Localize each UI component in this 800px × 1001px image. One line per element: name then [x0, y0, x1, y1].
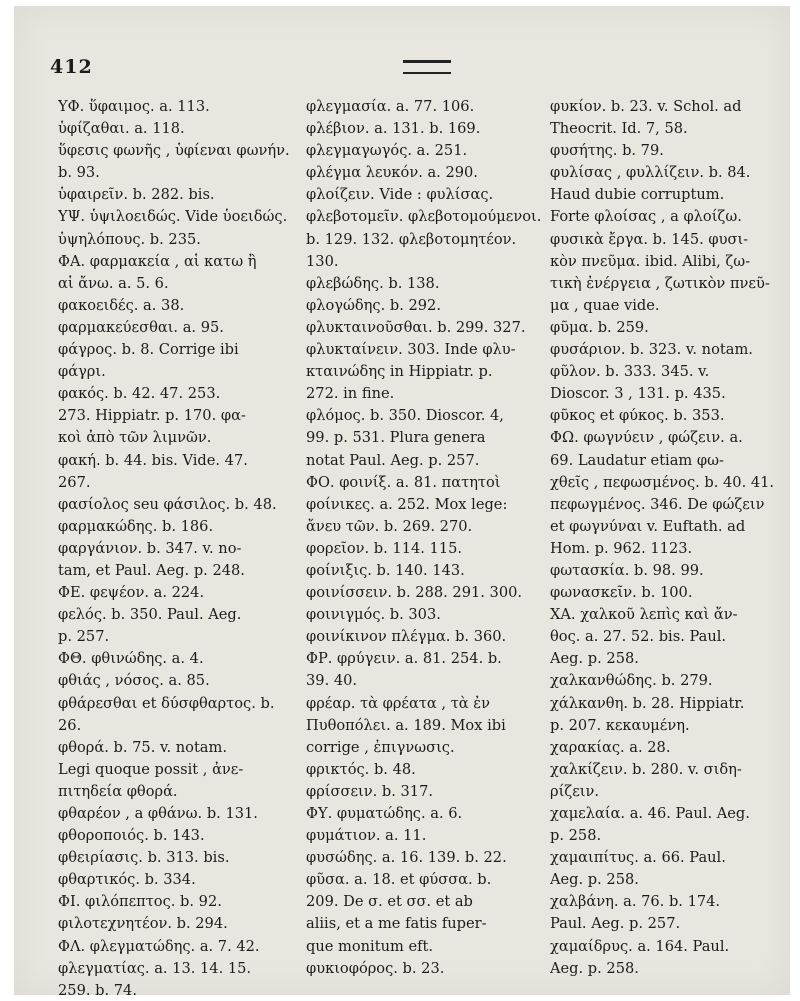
index-entry-line: πεφωγμένος. 346. De φώζειν	[550, 495, 765, 513]
index-entry-line: ΦΘ. φθινώδης. a. 4.	[58, 650, 204, 668]
index-entry-line: ΦΕ. φεψέον. a. 224.	[58, 584, 205, 602]
index-entry-line: φυκιοφόρος. b. 23.	[306, 959, 445, 977]
index-entry-line: ὑφίζαθαι. a. 118.	[58, 120, 185, 138]
index-entry-line: φυσάριον. b. 323. v. notam.	[550, 341, 753, 359]
index-entry-line: φθειρίασις. b. 313. bis.	[58, 849, 230, 867]
index-entry-line: ΦΟ. φοινίξ. a. 81. πατητοὶ	[306, 473, 501, 491]
index-column-1	[58, 96, 306, 995]
index-entry-line: φοίνικες. a. 252. Mox lege:	[306, 495, 508, 513]
index-entry-line: Paul. Aeg. p. 257.	[550, 915, 681, 933]
index-entry-line: ΧΑ. χαλκοῦ λεπὶς καὶ ἄν-	[550, 606, 738, 624]
index-entry-line: τικὴ ἐνέργεια , ζωτικὸν πνεῦ-	[550, 274, 770, 292]
index-entry-line: κοὶ ἀπὸ τῶν λιμνῶν.	[58, 429, 212, 447]
index-entry-line: Aeg. p. 258.	[550, 650, 639, 668]
index-entry-line: φῦκος et φύκος. b. 353.	[550, 407, 725, 425]
index-entry-line: ΦΛ. φλεγματώδης. a. 7. 42.	[58, 937, 260, 955]
index-entry-line: φυσώδης. a. 16. 139. b. 22.	[306, 849, 507, 867]
index-entry-line: φαργάνιον. b. 347. v. no-	[58, 539, 242, 557]
page-number: 412	[50, 56, 93, 78]
index-entry-line: φοινίκινον πλέγμα. b. 360.	[306, 628, 507, 646]
index-entry-line: ΥΦ. ὕφαιμος. a. 113.	[58, 98, 210, 115]
index-entry-line: φυκίον. b. 23. v. Schol. ad	[550, 98, 742, 115]
index-entry-line: ἄνευ τῶν. b. 269. 270.	[306, 517, 473, 535]
index-entry-line: φλυκταίνειν. 303. Inde φλυ-	[306, 341, 516, 359]
index-entry-line: φακή. b. 44. bis. Vide. 47.	[58, 451, 248, 469]
index-entry-line: φλέβιον. a. 131. b. 169.	[306, 120, 481, 138]
index-entry-line: 209. De σ. et σσ. et ab	[306, 893, 473, 911]
index-entry-line: θος. a. 27. 52. bis. Paul.	[550, 628, 727, 646]
header-ornament-rule	[403, 60, 451, 74]
index-entry-line: φθιάς , νόσος. a. 85.	[58, 672, 210, 690]
index-entry-line: φρικτός. b. 48.	[306, 760, 416, 778]
index-entry-line: πιτηδεία φθορά.	[58, 782, 178, 800]
index-entry-line: φλοίζειν. Vide : φυλίσας.	[306, 186, 494, 204]
index-entry-line: φωτασκία. b. 98. 99.	[550, 561, 704, 579]
index-entry-line: κὸν πνεῦμα. ibid. Alibi, ζω-	[550, 252, 751, 270]
index-entry-line: φθαρέον , a φθάνω. b. 131.	[58, 805, 258, 822]
index-entry-line: χαμαιπίτυς. a. 66. Paul.	[550, 849, 726, 867]
index-entry-line: corrige , ἐπιγνωσις.	[306, 738, 455, 756]
index-entry-line: 26.	[58, 716, 82, 734]
index-entry-line: φυμάτιον. a. 11.	[306, 827, 427, 845]
index-entry-line: φοινίσσειν. b. 288. 291. 300.	[306, 584, 523, 602]
index-entry-line: ΦΙ. φιλόπεπτος. b. 92.	[58, 893, 222, 911]
index-entry-line: ΦΥ. φυματώδης. a. 6.	[306, 805, 463, 822]
index-entry-line: μα , quae vide.	[550, 296, 660, 314]
index-entry-line: αἱ ἄνω. a. 5. 6.	[58, 274, 169, 292]
index-entry-line: χάλκανθη. b. 28. Hippiatr.	[550, 694, 745, 712]
index-entry-line: χαλκανθώδης. b. 279.	[550, 672, 713, 690]
index-entry-line: 69. Laudatur etiam φω-	[550, 451, 724, 469]
index-entry-line: φοινιγμός. b. 303.	[306, 606, 441, 624]
index-entry-line: φλεγματίας. a. 13. 14. 15.	[58, 959, 252, 977]
index-entry-line: φασίολος seu φάσιλος. b. 48.	[58, 495, 277, 513]
index-entry-line: φάγρος. b. 8. Corrige ibi	[58, 341, 239, 359]
index-entry-line: φθορά. b. 75. v. notam.	[58, 738, 227, 756]
index-entry-line: Aeg. p. 258.	[550, 959, 639, 977]
index-entry-line: φάγρι.	[58, 363, 106, 381]
index-entry-line: φαρμακώδης. b. 186.	[58, 517, 214, 535]
index-entry-line: p. 207. κεκαυμένη.	[550, 716, 690, 734]
index-column-3	[550, 96, 782, 980]
index-entry-line: χαμελαία. a. 46. Paul. Aeg.	[550, 805, 750, 822]
index-entry-line: Hom. p. 962. 1123.	[550, 539, 693, 557]
index-entry-line: 267.	[58, 473, 91, 491]
index-entry-line: φλυκταινοῦσθαι. b. 299. 327.	[306, 318, 526, 336]
index-entry-line: ὑφαιρεῖν. b. 282. bis.	[58, 186, 215, 204]
index-entry-line: φλόμος. b. 350. Dioscor. 4,	[306, 407, 504, 425]
index-entry-line: φυλίσας , φυλλίζειν. b. 84.	[550, 164, 751, 182]
index-entry-line: χαρακίας. a. 28.	[550, 738, 671, 756]
index-entry-line: que monitum eft.	[306, 937, 433, 955]
index-entry-line: φλεγμαγωγός. a. 251.	[306, 142, 468, 160]
index-entry-line: Aeg. p. 258.	[550, 871, 639, 889]
index-entry-line: p. 258.	[550, 827, 602, 845]
index-entry-line: ὑψηλόπους. b. 235.	[58, 230, 201, 248]
index-entry-line: p. 257.	[58, 628, 110, 646]
index-entry-line: ΦΑ. φαρμακεία , αἱ κατω ἢ	[58, 252, 257, 270]
book-page	[14, 6, 790, 995]
index-entry-line: 272. in fine.	[306, 385, 395, 403]
index-entry-line: ΦΡ. φρύγειν. a. 81. 254. b.	[306, 650, 502, 668]
index-entry-line: φλεβοτομεῖν. φλεβοτομούμενοι.	[306, 208, 542, 226]
index-entry-line: φυσήτης. b. 79.	[550, 142, 664, 160]
index-entry-line: Legi quoque possit , ἀνε-	[58, 760, 244, 778]
index-entry-line: Haud dubie corruptum.	[550, 186, 725, 204]
index-entry-line: 273. Hippiatr. p. 170. φα-	[58, 407, 246, 425]
index-entry-line: φλεβώδης. b. 138.	[306, 274, 440, 292]
index-entry-line: 130.	[306, 252, 339, 270]
index-entry-line: 39. 40.	[306, 672, 358, 690]
index-entry-line: b. 129. 132. φλεβοτομητέον.	[306, 230, 517, 248]
index-entry-line: φορεῖον. b. 114. 115.	[306, 539, 463, 557]
index-entry-line: 259. b. 74.	[58, 981, 137, 995]
index-entry-line: φλεγμασία. a. 77. 106.	[306, 98, 475, 115]
index-entry-line: φελός. b. 350. Paul. Aeg.	[58, 606, 242, 624]
index-entry-line: ΥΨ. ὑψιλοειδώς. Vide ὑοειδώς.	[58, 208, 288, 226]
index-entry-line: φωνασκεῖν. b. 100.	[550, 584, 693, 602]
index-entry-line: φῦμα. b. 259.	[550, 318, 649, 336]
index-entry-line: χαλβάνη. a. 76. b. 174.	[550, 893, 721, 911]
index-entry-line: φθάρεσθαι et δύσφθαρτος. b.	[58, 694, 275, 712]
index-entry-line: 99. p. 531. Plura genera	[306, 429, 486, 447]
index-entry-line: χαλκίζειν. b. 280. v. σιδη-	[550, 760, 742, 778]
index-entry-line: χαμαίδρυς. a. 164. Paul.	[550, 937, 730, 955]
index-entry-line: φθοροποιός. b. 143.	[58, 827, 205, 845]
index-entry-line: Theocrit. Id. 7, 58.	[550, 120, 688, 138]
index-entry-line: φθαρτικός. b. 334.	[58, 871, 196, 889]
index-column-2	[306, 96, 550, 980]
index-entry-line: notat Paul. Aeg. p. 257.	[306, 451, 480, 469]
index-entry-line: φακοειδές. a. 38.	[58, 296, 185, 314]
index-entry-line: φυσικὰ ἔργα. b. 145. φυσι-	[550, 230, 749, 248]
index-entry-line: φιλοτεχνητέον. b. 294.	[58, 915, 228, 933]
index-entry-line: tam, et Paul. Aeg. p. 248.	[58, 561, 245, 579]
index-entry-line: Πυθοπόλει. a. 189. Mox ibi	[306, 716, 506, 734]
index-entry-line: φλογώδης. b. 292.	[306, 296, 441, 314]
index-entry-line: b. 93.	[58, 164, 100, 182]
index-entry-line: Dioscor. 3 , 131. p. 435.	[550, 385, 726, 403]
index-entry-line: φακός. b. 42. 47. 253.	[58, 385, 221, 403]
index-entry-line: φῦλον. b. 333. 345. v.	[550, 363, 710, 381]
index-entry-line: φλέγμα λευκόν. a. 290.	[306, 164, 478, 182]
index-entry-line: φοίνιξις. b. 140. 143.	[306, 561, 465, 579]
index-entry-line: φρέαρ. τὰ φρέατα , τὰ ἐν	[306, 694, 490, 712]
index-entry-line: φρίσσειν. b. 317.	[306, 782, 433, 800]
index-entry-line: ρίζειν.	[550, 782, 600, 800]
index-entry-line: φῦσα. a. 18. et φύσσα. b.	[306, 871, 492, 889]
index-entry-line: φαρμακεύεσθαι. a. 95.	[58, 318, 224, 336]
index-entry-line: ὕφεσις φωνῆς , ὑφίεναι φωνήν.	[58, 142, 290, 160]
index-entry-line: Forte φλοίσας , a φλοίζω.	[550, 208, 742, 226]
index-entry-line: κταινώδης in Hippiatr. p.	[306, 363, 493, 381]
index-entry-line: aliis, et a me fatis fuper-	[306, 915, 487, 933]
index-entry-line: χθεῖς , πεφωσμένος. b. 40. 41.	[550, 473, 775, 491]
index-entry-line: et φωγνύναι v. Euftath. ad	[550, 517, 746, 535]
index-entry-line: ΦΩ. φωγνύειν , φώζειν. a.	[550, 429, 743, 447]
